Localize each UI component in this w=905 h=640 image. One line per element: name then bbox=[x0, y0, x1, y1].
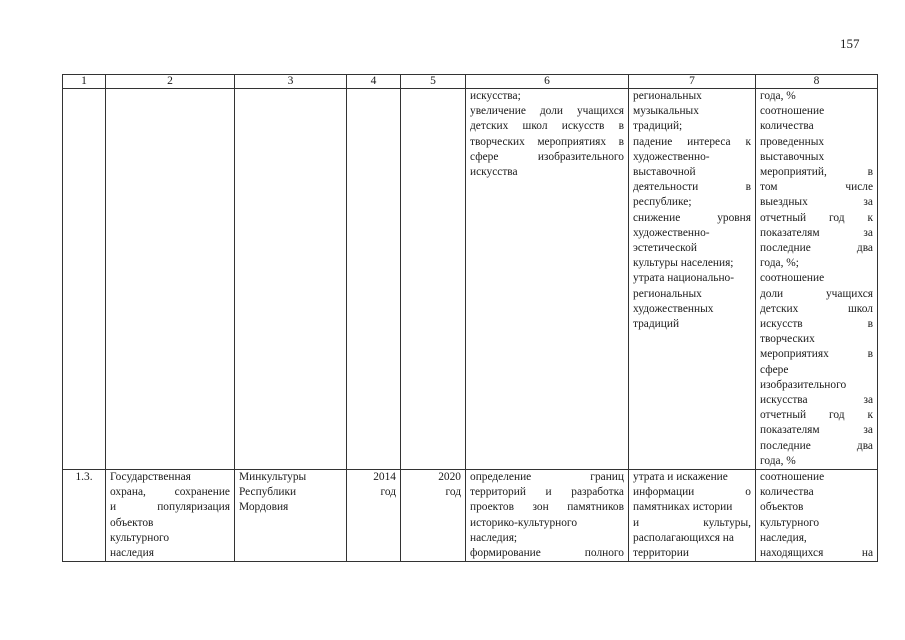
cont-cell-1 bbox=[63, 89, 106, 470]
header-cell-8: 8 bbox=[756, 75, 878, 89]
cell-line: формирование полного bbox=[470, 547, 624, 560]
end-year-cell bbox=[401, 470, 466, 562]
cell-line: творческих мероприятиях в bbox=[470, 135, 624, 148]
cont-cell-indicators bbox=[756, 89, 878, 470]
cell-line: искусства; bbox=[470, 90, 521, 102]
start-year-cell bbox=[347, 470, 401, 562]
cell-line: деятельности в bbox=[633, 181, 751, 194]
header-cell-3: 3 bbox=[235, 75, 347, 89]
page-number: 157 bbox=[840, 36, 860, 51]
cont-cell-4 bbox=[347, 89, 401, 470]
cell-line: сфере bbox=[760, 363, 789, 376]
cell-line: года, % bbox=[760, 454, 796, 467]
cell-line: региональных bbox=[633, 90, 702, 102]
cont-cell-5 bbox=[401, 89, 466, 470]
cell-line: культуры населения; bbox=[633, 257, 734, 270]
cell-line: утрата национально- bbox=[633, 272, 735, 285]
cell-line: культурного bbox=[110, 531, 170, 544]
header-row bbox=[63, 75, 878, 89]
cell-line: последние два bbox=[760, 439, 873, 452]
cont-cell-2 bbox=[106, 89, 235, 470]
cell-line: количества bbox=[760, 486, 814, 499]
cell-line: определение границ bbox=[470, 471, 624, 484]
document-table bbox=[62, 74, 878, 562]
cell-line: проведенных bbox=[760, 135, 825, 148]
cell-line: творческих bbox=[760, 333, 815, 346]
cell-line: искусства за bbox=[760, 394, 873, 407]
cell-line: мероприятий, в bbox=[760, 166, 873, 179]
row-number-cell bbox=[63, 470, 106, 562]
header-cell-7: 7 bbox=[629, 75, 756, 89]
cell-line: соотношение bbox=[760, 272, 825, 285]
cell-line: культурного bbox=[760, 516, 820, 529]
cell-line: года, % bbox=[760, 90, 796, 102]
cell-line: год bbox=[380, 486, 396, 499]
cell-line: показателям за bbox=[760, 424, 873, 437]
results-cell bbox=[466, 470, 629, 562]
cell-line: изобразительного bbox=[760, 378, 847, 391]
cell-line: отчетный год к bbox=[760, 211, 873, 224]
header-cell-4: 4 bbox=[347, 75, 401, 89]
cell-line: музыкальных bbox=[633, 105, 699, 118]
cell-line: увеличение доли учащихся bbox=[470, 105, 624, 118]
cell-line: мероприятиях в bbox=[760, 348, 873, 361]
cell-line: и популяризация bbox=[110, 501, 230, 514]
cell-line: доли учащихся bbox=[760, 287, 873, 300]
cell-line: художественно- bbox=[633, 226, 710, 239]
cell-line: Мордовия bbox=[239, 501, 289, 514]
executor-cell bbox=[235, 470, 347, 562]
cell-line: детских школ bbox=[760, 302, 873, 315]
header-cell-5: 5 bbox=[401, 75, 466, 89]
cell-line: наследия bbox=[110, 547, 154, 560]
cell-line: выездных за bbox=[760, 196, 873, 209]
header-cell-6: 6 bbox=[466, 75, 629, 89]
cell-line: территории bbox=[633, 547, 689, 560]
cell-line: том числе bbox=[760, 181, 873, 194]
cell-line: наследия, bbox=[760, 531, 807, 544]
cell-line: располагающихся на bbox=[633, 531, 734, 544]
cell-line: детских школ искусств в bbox=[470, 120, 624, 133]
cell-line: сфере изобразительного bbox=[470, 150, 624, 163]
cell-line: проектов зон памятников bbox=[470, 501, 624, 514]
measure-name-cell bbox=[106, 470, 235, 562]
cell-line: количества bbox=[760, 120, 814, 133]
consequences-cell bbox=[629, 470, 756, 562]
cell-line: объектов bbox=[760, 501, 804, 514]
cell-line: искусства bbox=[470, 166, 518, 179]
cell-line: отчетный год к bbox=[760, 409, 873, 422]
cell-line: традиций bbox=[633, 318, 680, 331]
header-cell-2: 2 bbox=[106, 75, 235, 89]
cell-line: охрана, сохранение bbox=[110, 486, 230, 499]
row-number: 1.3. bbox=[75, 471, 93, 484]
cell-line: художественных bbox=[633, 302, 714, 315]
table-row-1-3 bbox=[63, 470, 878, 562]
cell-line: 2014 bbox=[373, 471, 396, 484]
cell-line: информации о bbox=[633, 486, 751, 499]
cont-cell-3 bbox=[235, 89, 347, 470]
cell-line: наследия; bbox=[470, 531, 518, 544]
cell-line: выставочной bbox=[633, 166, 696, 179]
cell-line: художественно- bbox=[633, 150, 710, 163]
cell-line: объектов bbox=[110, 516, 154, 529]
cell-line: снижение уровня bbox=[633, 211, 751, 224]
cell-line: региональных bbox=[633, 287, 702, 300]
cell-line: год bbox=[445, 486, 461, 499]
indicators-cell bbox=[756, 470, 878, 562]
cell-line: традиций; bbox=[633, 120, 683, 133]
cell-line: соотношение bbox=[760, 471, 825, 484]
cell-line: падение интереса к bbox=[633, 135, 751, 148]
cell-line: Государственная bbox=[110, 471, 191, 484]
cont-cell-risks bbox=[629, 89, 756, 470]
cell-line: 2020 bbox=[438, 471, 461, 484]
table-row-continuation bbox=[63, 89, 878, 470]
cell-line: последние два bbox=[760, 242, 873, 255]
header-cell-1: 1 bbox=[63, 75, 106, 89]
cell-line: территорий и разработка bbox=[470, 486, 624, 499]
cell-line: Минкультуры bbox=[239, 471, 307, 484]
cell-line: показателям за bbox=[760, 226, 873, 239]
cont-cell-goals bbox=[466, 89, 629, 470]
cell-line: соотношение bbox=[760, 105, 825, 118]
cell-line: утрата и искажение bbox=[633, 471, 728, 484]
cell-line: эстетической bbox=[633, 242, 697, 255]
cell-line: историко-культурного bbox=[470, 516, 578, 529]
cell-line: республике; bbox=[633, 196, 692, 209]
cell-line: года, %; bbox=[760, 257, 799, 270]
cell-line: памятниках истории bbox=[633, 501, 733, 514]
cell-line: выставочных bbox=[760, 150, 825, 163]
cell-line: искусств в bbox=[760, 318, 873, 331]
cell-line: и культуры, bbox=[633, 516, 751, 529]
cell-line: находящихся на bbox=[760, 547, 873, 560]
cell-line: Республики bbox=[239, 486, 297, 499]
